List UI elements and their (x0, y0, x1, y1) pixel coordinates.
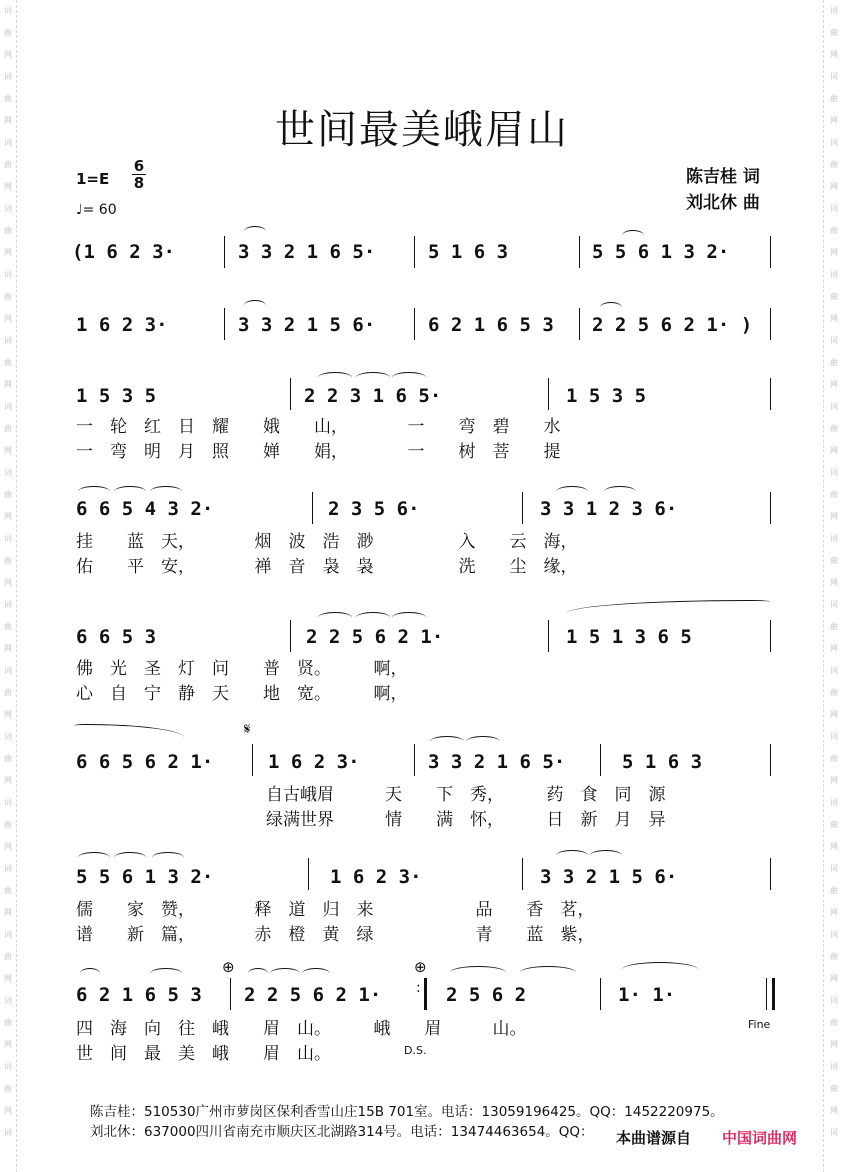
slur (622, 962, 698, 977)
watermark-char: 网 (4, 380, 12, 389)
slur (318, 372, 352, 383)
watermark-char: 词 (830, 534, 838, 543)
watermark-char: 网 (830, 50, 838, 59)
measure-r4-2: 2 3 5 6· (328, 498, 420, 520)
watermark-char: 词 (830, 864, 838, 873)
barline (224, 236, 225, 268)
slur (78, 852, 110, 863)
barline (414, 744, 415, 776)
watermark-char: 网 (830, 842, 838, 851)
slur (270, 968, 300, 979)
watermark-char: 曲 (4, 886, 12, 895)
measure-r6-3: 3 3 2 1 6 5· (428, 751, 566, 773)
barline (770, 492, 771, 524)
barline (308, 858, 309, 890)
watermark-char: 网 (4, 1040, 12, 1049)
lyric-r6-verse2: 绿满世界 情 满 怀， 日 新 月 异 (266, 810, 666, 830)
barline (770, 378, 771, 410)
watermark-char: 词 (4, 468, 12, 477)
measure-r5-3: 1 5 1 3 6 5 (566, 626, 692, 648)
watermark-char: 网 (4, 446, 12, 455)
lyric-r7-verse1: 儒 家 赞， 释 道 归 来 品 香 茗， (76, 900, 595, 920)
slur (302, 968, 330, 979)
barline (600, 744, 601, 776)
watermark-char: 网 (4, 248, 12, 257)
watermark-char: 词 (4, 930, 12, 939)
watermark-char: 曲 (830, 754, 838, 763)
lyricist-credit: 陈吉桂 词 (686, 167, 760, 187)
watermark-char: 网 (4, 974, 12, 983)
watermark-char: 曲 (830, 292, 838, 301)
barline (770, 744, 771, 776)
lyric-r3-verse2: 一 弯 明 月 照 婵 娟， 一 树 菩 提 (76, 442, 561, 462)
measure-r6-4: 5 1 6 3 (622, 751, 703, 773)
watermark-char: 曲 (830, 1084, 838, 1093)
slur (622, 230, 644, 241)
quarter-note-icon: ♩ (76, 202, 83, 218)
watermark-char: 网 (830, 644, 838, 653)
lyric-r8-verse2: 世 间 最 美 峨 眉 山。 (76, 1044, 331, 1064)
watermark-char: 网 (4, 314, 12, 323)
barline (579, 236, 580, 268)
lyric-r5-verse2: 心 自 宁 静 天 地 宽。 啊， (76, 684, 408, 704)
measure-r2-3: 6 2 1 6 5 3 (428, 314, 554, 336)
measure-r1-1: (1 6 2 3· (72, 241, 175, 263)
watermark-char: 词 (4, 1062, 12, 1071)
tempo-value: = 60 (82, 202, 117, 218)
lyric-r4-verse2: 佑 平 安， 禅 音 袅 袅 洗 尘 缘， (76, 557, 578, 577)
barline (414, 236, 415, 268)
watermark-char: 词 (4, 666, 12, 675)
watermark-char: 网 (830, 116, 838, 125)
watermark-char: 词 (830, 666, 838, 675)
slur (520, 966, 576, 979)
source-label: 本曲谱源自 (612, 1127, 695, 1148)
watermark-char: 词 (4, 204, 12, 213)
watermark-char: 词 (4, 6, 12, 15)
composer-contact: 刘北休：637000四川省南充市顺庆区北湖路314号。电话：13474463654。QQ： (90, 1124, 594, 1140)
measure-r8-1: 6 2 1 6 5 3 (76, 984, 202, 1006)
barline (770, 236, 771, 268)
measure-r6-1: 6 6 5 6 2 1· (76, 751, 214, 773)
slur (248, 968, 268, 979)
measure-r5-2: 2 2 5 6 2 1· (306, 626, 444, 648)
watermark-char: 词 (830, 996, 838, 1005)
final-barline-thin (766, 978, 767, 1010)
measure-r1-4: 5 5 6 1 3 2· (592, 241, 730, 263)
barline (414, 308, 415, 340)
watermark-char: 网 (830, 446, 838, 455)
watermark-char: 网 (830, 512, 838, 521)
watermark-char: 曲 (4, 820, 12, 829)
watermark-char: 词 (4, 864, 12, 873)
watermark-strip-left (0, 0, 17, 1172)
watermark-char: 网 (830, 314, 838, 323)
slur (114, 486, 146, 497)
lyric-r6-verse1: 自古峨眉 天 下 秀， 药 食 同 源 (266, 785, 666, 805)
watermark-char: 网 (830, 710, 838, 719)
slur (392, 372, 426, 383)
slur (114, 852, 146, 863)
watermark-char: 网 (4, 776, 12, 785)
barline (548, 620, 549, 652)
watermark-char: 曲 (830, 556, 838, 565)
slur (604, 486, 636, 497)
barline (522, 858, 523, 890)
watermark-char: 网 (4, 182, 12, 191)
lyric-r4-verse1: 挂 蓝 天， 烟 波 浩 渺 入 云 海， (76, 532, 578, 552)
ds-marking: D.S. (404, 1044, 427, 1057)
tempo-marking (76, 202, 117, 218)
barline (522, 492, 523, 524)
watermark-char: 网 (4, 842, 12, 851)
phrase-slur (566, 600, 770, 615)
watermark-char: 词 (4, 798, 12, 807)
slur (80, 968, 100, 979)
watermark-char: 词 (4, 534, 12, 543)
watermark-strip-right (823, 0, 844, 1172)
watermark-char: 曲 (830, 688, 838, 697)
barline (579, 308, 580, 340)
watermark-char: 网 (4, 908, 12, 917)
watermark-char: 网 (4, 1106, 12, 1115)
watermark-char: 词 (830, 798, 838, 807)
watermark-char: 词 (4, 72, 12, 81)
slur (150, 968, 182, 979)
watermark-char: 网 (830, 248, 838, 257)
measure-r8-2: 2 2 5 6 2 1· (244, 984, 382, 1006)
barline (770, 620, 771, 652)
fine-marking: Fine (748, 1018, 771, 1031)
slur (356, 372, 390, 383)
phrase-slur (74, 724, 184, 739)
watermark-char: 词 (4, 138, 12, 147)
time-signature-top: 6 (133, 157, 145, 175)
watermark-char: 曲 (830, 160, 838, 169)
watermark-char: 词 (830, 204, 838, 213)
watermark-char: 曲 (830, 424, 838, 433)
watermark-char: 曲 (830, 358, 838, 367)
barline (548, 378, 549, 410)
watermark-char: 词 (830, 270, 838, 279)
watermark-char: 曲 (4, 754, 12, 763)
measure-r4-3: 3 3 1 2 3 6· (540, 498, 678, 520)
slur (78, 486, 110, 497)
watermark-char: 网 (4, 710, 12, 719)
repeat-barline (424, 978, 427, 1010)
measure-r2-4: 2 2 5 6 2 1· ) (592, 314, 753, 336)
watermark-char: 词 (830, 600, 838, 609)
barline (230, 978, 231, 1010)
key-signature: 1=E (76, 170, 110, 188)
watermark-char: 词 (830, 6, 838, 15)
coda-icon: ⊕ (222, 958, 235, 976)
site-brand[interactable]: 中国词曲网 (722, 1129, 798, 1147)
measure-r3-3: 1 5 3 5 (566, 385, 647, 407)
watermark-char: 网 (830, 974, 838, 983)
time-signature-bottom: 8 (133, 174, 145, 192)
watermark-char: 词 (830, 468, 838, 477)
watermark-char: 曲 (4, 94, 12, 103)
barline (290, 378, 291, 410)
measure-r8-3: 2 5 6 2 (446, 984, 527, 1006)
watermark-char: 网 (4, 50, 12, 59)
final-barline-thick (772, 978, 775, 1010)
slur (556, 850, 588, 861)
watermark-char: 词 (4, 402, 12, 411)
watermark-char: 网 (830, 1040, 838, 1049)
watermark-char: 词 (4, 1128, 12, 1137)
watermark-char: 曲 (4, 556, 12, 565)
watermark-char: 网 (4, 578, 12, 587)
watermark-char: 曲 (4, 358, 12, 367)
time-signature (132, 158, 146, 191)
watermark-char: 网 (830, 1106, 838, 1115)
measure-r1-2: 3 3 2 1 6 5· (238, 241, 376, 263)
watermark-char: 曲 (4, 688, 12, 697)
measure-r5-1: 6 6 5 3 (76, 626, 157, 648)
watermark-char: 网 (4, 644, 12, 653)
measure-r7-3: 3 3 2 1 5 6· (540, 866, 678, 888)
watermark-char: 曲 (4, 28, 12, 37)
watermark-char: 网 (830, 380, 838, 389)
measure-r7-2: 1 6 2 3· (330, 866, 422, 888)
watermark-char: 曲 (830, 886, 838, 895)
slur (556, 486, 588, 497)
slur (244, 226, 266, 237)
slur (600, 302, 622, 313)
measure-r3-2: 2 2 3 1 6 5· (304, 385, 442, 407)
watermark-char: 词 (4, 336, 12, 345)
barline (600, 978, 601, 1010)
barline (770, 308, 771, 340)
watermark-char: 词 (830, 72, 838, 81)
measure-r7-1: 5 5 6 1 3 2· (76, 866, 214, 888)
slur (152, 852, 184, 863)
slur (392, 612, 426, 623)
measure-r6-2: 1 6 2 3· (268, 751, 360, 773)
watermark-char: 曲 (830, 28, 838, 37)
watermark-char: 曲 (830, 952, 838, 961)
barline (224, 308, 225, 340)
watermark-char: 网 (830, 776, 838, 785)
measure-r2-2: 3 3 2 1 5 6· (238, 314, 376, 336)
watermark-char: 曲 (830, 94, 838, 103)
barline (770, 858, 771, 890)
segno-icon: 𝄋 (244, 720, 251, 738)
watermark-char: 网 (830, 908, 838, 917)
watermark-char: 曲 (4, 622, 12, 631)
slur (244, 300, 266, 311)
barline (290, 620, 291, 652)
watermark-char: 词 (830, 336, 838, 345)
slur (430, 736, 464, 747)
watermark-char: 曲 (830, 1018, 838, 1027)
watermark-char: 词 (830, 1128, 838, 1137)
watermark-char: 曲 (4, 952, 12, 961)
lyric-r3-verse1: 一 轮 红 日 耀 娥 山， 一 弯 碧 水 (76, 417, 561, 437)
measure-r8-4: 1· 1· (618, 984, 676, 1006)
watermark-char: 曲 (830, 820, 838, 829)
watermark-char: 曲 (830, 622, 838, 631)
lyricist-contact: 陈吉桂：510530广州市萝岗区保利香雪山庄15B 701室。电话：13059196425。QQ：1452220975。 (90, 1104, 724, 1120)
lyric-r8-verse1: 四 海 向 往 峨 眉 山。 峨 眉 山。 (76, 1019, 527, 1039)
watermark-char: 网 (830, 182, 838, 191)
watermark-char: 词 (830, 138, 838, 147)
barline (252, 744, 253, 776)
repeat-dots: : (416, 980, 421, 996)
measure-r2-1: 1 6 2 3· (76, 314, 168, 336)
watermark-char: 曲 (4, 1018, 12, 1027)
coda-icon: ⊕ (414, 958, 427, 976)
slur (318, 612, 352, 623)
measure-r3-1: 1 5 3 5 (76, 385, 157, 407)
watermark-char: 曲 (830, 226, 838, 235)
lyric-r7-verse2: 谱 新 篇， 赤 橙 黄 绿 青 蓝 紫， (76, 925, 595, 945)
watermark-char: 曲 (4, 490, 12, 499)
watermark-char: 曲 (4, 160, 12, 169)
watermark-char: 词 (830, 732, 838, 741)
watermark-char: 词 (4, 732, 12, 741)
watermark-char: 词 (830, 1062, 838, 1071)
slur (590, 850, 622, 861)
watermark-char: 网 (4, 512, 12, 521)
composer-credit: 刘北休 曲 (686, 193, 760, 213)
song-title: 世间最美峨眉山 (275, 107, 569, 153)
watermark-char: 词 (4, 600, 12, 609)
slur (450, 966, 506, 979)
watermark-char: 词 (4, 996, 12, 1005)
slur (466, 736, 500, 747)
watermark-char: 词 (4, 270, 12, 279)
measure-r1-3: 5 1 6 3 (428, 241, 509, 263)
lyric-r5-verse1: 佛 光 圣 灯 问 普 贤。 啊， (76, 659, 408, 679)
watermark-char: 词 (830, 402, 838, 411)
watermark-char: 曲 (830, 490, 838, 499)
watermark-char: 网 (830, 578, 838, 587)
watermark-char: 曲 (4, 292, 12, 301)
slur (150, 486, 182, 497)
watermark-char: 曲 (4, 1084, 12, 1093)
watermark-char: 网 (4, 116, 12, 125)
barline (312, 492, 313, 524)
watermark-char: 曲 (4, 226, 12, 235)
measure-r4-1: 6 6 5 4 3 2· (76, 498, 214, 520)
watermark-char: 词 (830, 930, 838, 939)
watermark-char: 曲 (4, 424, 12, 433)
slur (356, 612, 390, 623)
